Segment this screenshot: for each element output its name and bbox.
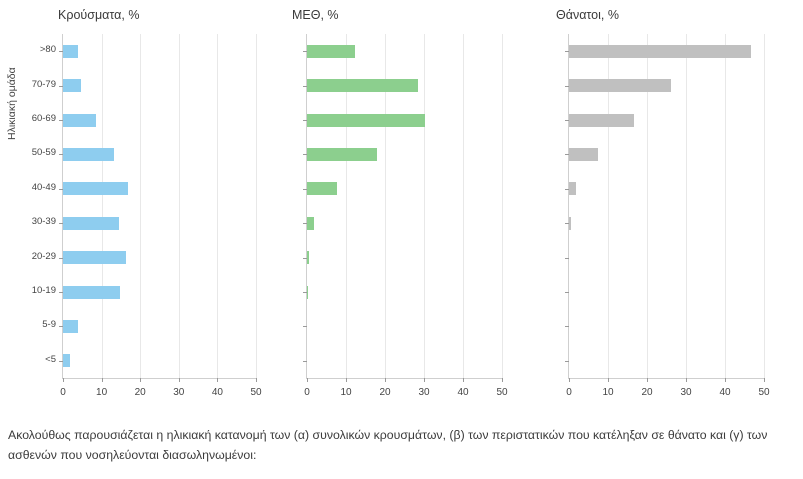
y-tick-mark [565,258,569,259]
x-tick-mark [502,378,503,382]
figure-caption: Ακολούθως παρουσιάζεται η ηλικιακή κατανομή των (α) συνολικών κρουσμάτων, (β) των περιστατικών που κατέληξαν σε θάνατο και (γ) των ασθενών που νοσηλεύονται διασωληνωμένοι: [8,428,768,463]
gridline [424,34,425,378]
y-tick-label: 10-19 [31,285,56,296]
plot-area-cases [31,34,262,398]
gridline [217,34,218,378]
y-tick-label: <5 [45,353,56,365]
x-tick-label: 50 [250,387,262,398]
x-tick-mark [140,378,141,382]
x-tick-mark [764,378,765,382]
x-tick-mark [63,378,64,382]
bar [63,354,70,367]
x-tick-label: 10 [340,387,352,398]
y-tick-mark [303,326,307,327]
y-tick-label: >80 [39,44,56,56]
x-tick-mark [256,378,257,382]
x-tick-label: 10 [96,387,108,398]
gridline [140,34,141,378]
y-tick-mark [303,361,307,362]
plot-area-icu [304,34,508,398]
bar [307,79,418,92]
y-tick-label: 20-29 [31,250,56,262]
x-tick-mark [385,378,386,382]
y-tick-label: 50-59 [31,147,56,159]
x-tick-mark [179,378,180,382]
x-tick-label: 20 [134,387,146,398]
y-tick-label: 40-49 [31,181,56,193]
gridline [725,34,726,378]
x-tick-mark [463,378,464,382]
x-tick-mark [647,378,648,382]
gridline [686,34,687,378]
x-tick-mark [608,378,609,382]
bar [63,251,126,264]
gridline [502,34,503,378]
bar [63,148,114,161]
chart-panel-icu [270,0,532,410]
bar [63,182,128,195]
bar [569,79,671,92]
gridline [256,34,257,378]
bar [307,217,314,230]
x-tick-label: 30 [680,387,692,398]
x-tick-mark [686,378,687,382]
bar [307,182,337,195]
y-tick-mark [565,361,569,362]
bar [63,114,96,127]
x-tick-label: 0 [566,387,572,398]
y-tick-label: 70-79 [31,78,56,90]
bar [569,148,598,161]
bar [63,45,78,58]
bar [569,217,571,230]
y-axis-title: Ηλικιακή ομάδα [6,67,18,140]
y-tick-label: 30-39 [31,216,56,228]
bar [63,217,119,230]
chart-panel-cases [0,0,270,410]
y-tick-mark [565,326,569,327]
chart-panel-deaths [532,0,803,410]
x-tick-label: 50 [758,387,770,398]
bar [63,320,78,333]
bar [307,45,355,58]
x-tick-label: 30 [173,387,185,398]
y-tick-label: 60-69 [31,113,56,124]
chart-title-deaths: Θάνατοι, % [556,8,619,22]
bar [569,114,634,127]
y-tick-label: 5-9 [42,319,56,331]
bar [307,114,425,127]
plot-area-deaths [566,34,770,398]
x-tick-label: 40 [211,387,223,398]
bar [569,182,576,195]
gridline [179,34,180,378]
x-tick-label: 0 [60,387,66,398]
gridline [102,34,103,378]
x-tick-label: 20 [641,387,653,398]
x-tick-label: 30 [418,387,430,398]
chart-title-icu: ΜΕΘ, % [292,8,339,22]
gridline [463,34,464,378]
x-tick-mark [307,378,308,382]
x-tick-label: 40 [457,387,469,398]
x-tick-label: 50 [496,387,508,398]
gridline [764,34,765,378]
bar [63,79,81,92]
x-tick-mark [424,378,425,382]
x-tick-label: 0 [304,387,310,398]
x-tick-label: 40 [719,387,731,398]
bar [63,286,120,299]
y-tick-mark [565,292,569,293]
x-tick-mark [725,378,726,382]
x-tick-mark [217,378,218,382]
bar [307,286,308,299]
x-tick-mark [102,378,103,382]
x-tick-mark [569,378,570,382]
bar [569,45,751,58]
chart-title-cases: Κρούσματα, % [58,8,140,22]
x-tick-label: 20 [379,387,391,398]
bar [307,251,309,264]
x-tick-mark [346,378,347,382]
x-tick-label: 10 [602,387,614,398]
bar [307,148,377,161]
